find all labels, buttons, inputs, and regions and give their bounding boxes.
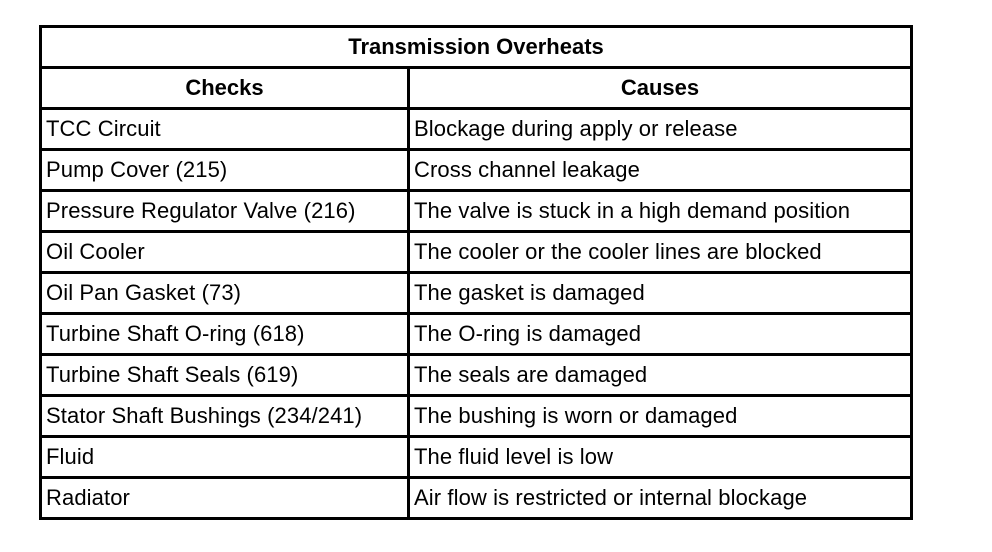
check-cell: Oil Pan Gasket (73) bbox=[42, 274, 407, 312]
table-title-row bbox=[42, 28, 910, 66]
table-row bbox=[42, 438, 910, 476]
column-header-checks: Checks bbox=[42, 69, 407, 107]
table-row bbox=[42, 315, 910, 353]
check-cell: Radiator bbox=[42, 479, 407, 517]
cause-cell: The bushing is worn or damaged bbox=[410, 397, 910, 435]
check-cell: Turbine Shaft O-ring (618) bbox=[42, 315, 407, 353]
diagnostic-table-container bbox=[39, 25, 913, 520]
table-row bbox=[42, 479, 910, 517]
table-header-row bbox=[42, 69, 910, 107]
column-header-causes: Causes bbox=[410, 69, 910, 107]
cause-cell: Cross channel leakage bbox=[410, 151, 910, 189]
table-row bbox=[42, 151, 910, 189]
cause-cell: The gasket is damaged bbox=[410, 274, 910, 312]
check-cell: Oil Cooler bbox=[42, 233, 407, 271]
table-row bbox=[42, 233, 910, 271]
check-cell: TCC Circuit bbox=[42, 110, 407, 148]
table-row bbox=[42, 356, 910, 394]
diagnostic-table bbox=[39, 25, 913, 520]
table-title: Transmission Overheats bbox=[42, 28, 910, 66]
table-row bbox=[42, 192, 910, 230]
table-row bbox=[42, 397, 910, 435]
cause-cell: The fluid level is low bbox=[410, 438, 910, 476]
cause-cell: The O-ring is damaged bbox=[410, 315, 910, 353]
cause-cell: The seals are damaged bbox=[410, 356, 910, 394]
check-cell: Stator Shaft Bushings (234/241) bbox=[42, 397, 407, 435]
cause-cell: Blockage during apply or release bbox=[410, 110, 910, 148]
table-row bbox=[42, 110, 910, 148]
cause-cell: The cooler or the cooler lines are blocked bbox=[410, 233, 910, 271]
check-cell: Pressure Regulator Valve (216) bbox=[42, 192, 407, 230]
check-cell: Fluid bbox=[42, 438, 407, 476]
cause-cell: The valve is stuck in a high demand position bbox=[410, 192, 910, 230]
check-cell: Pump Cover (215) bbox=[42, 151, 407, 189]
check-cell: Turbine Shaft Seals (619) bbox=[42, 356, 407, 394]
cause-cell: Air flow is restricted or internal blockage bbox=[410, 479, 910, 517]
table-row bbox=[42, 274, 910, 312]
